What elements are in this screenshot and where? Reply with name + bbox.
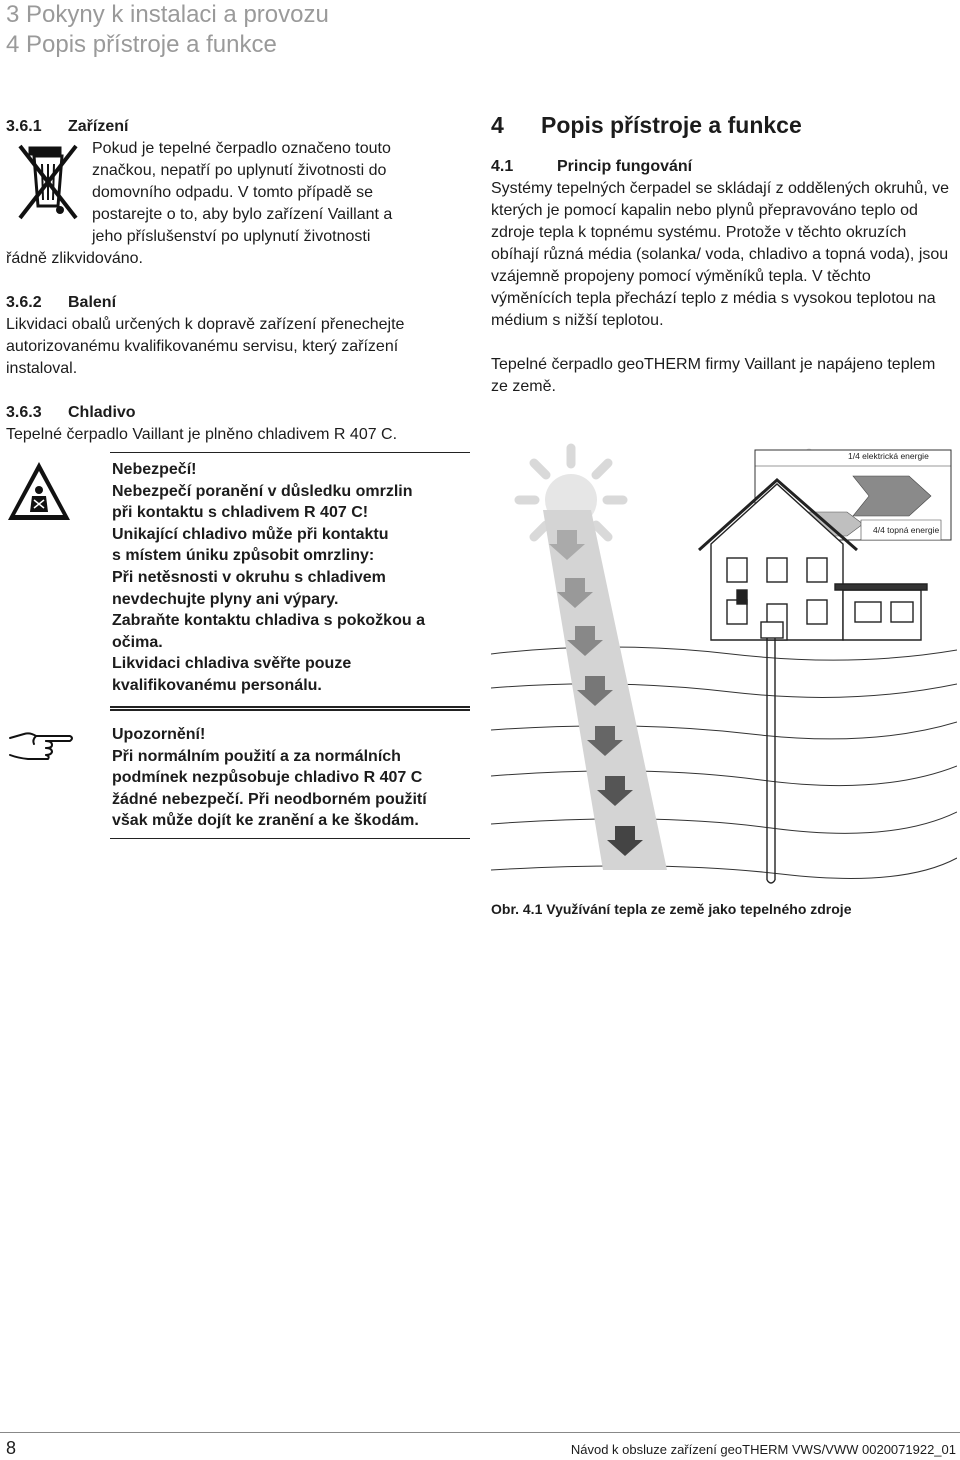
section-3-6-1-text-tail: řádně zlikvidováno.	[6, 250, 143, 267]
note-heading: Upozornění!	[112, 726, 206, 743]
ground-layers	[491, 647, 957, 878]
danger-notice: Nebezpečí! Nebezpečí poranění v důsledku omrzlin při kontaktu s chladivem R 407 C! Unikající chladivo může při kontaktu s místem úniku způsobit omrzliny: Při netěsnosti v okruhu s chladivem nevdechujte plyny ani výpary. Zabraňte kontaktu chladiva s pokožkou a očima. Likvidaci chladiva svěřte pouze kvalifikovanému personálu.	[110, 452, 470, 708]
section-3-6-3-heading: 3.6.3 Chladivo	[6, 404, 136, 421]
note-top-rule	[110, 709, 470, 711]
warning-triangle-icon	[6, 460, 72, 522]
left-column	[6, 116, 470, 446]
label-heating-energy: 4/4 topná energie	[873, 525, 940, 535]
pointing-hand-icon	[6, 728, 76, 762]
page-number: 8	[6, 1438, 17, 1458]
section-3-6-3-text: Tepelné čerpadlo Vaillant je plněno chladivem R 407 C.	[6, 426, 398, 443]
section-4-heading: 4 Popis přístroje a funkce	[491, 112, 802, 138]
section-3-6-2-text: Likvidaci obalů určených k dopravě zařízení přenechejte autorizovanému kvalifikovanému servisu, který zařízení instaloval.	[6, 316, 405, 377]
footer-rule	[0, 1432, 960, 1433]
section-3-6-2-heading: 3.6.2 Balení	[6, 294, 117, 311]
section-4-1-para-1: Systémy tepelných čerpadel se skládají z oddělených okruhů, ve kterých je pomocí kapalin nebo plynů přepravováno teplo od zdroje tepla k topnému systému. Protože v těchto okruzích obíhají různá média (solanka/ voda, chladivo a topná voda), jsou vzájemně propojeny pomocí výměníků tepla. V těchto výměnících tepla přechází teplo z média s vysokou teplotou na médium s nižší teplotou.	[491, 180, 950, 329]
running-header	[6, 0, 329, 60]
section-4-1-para-2: Tepelné čerpadlo geoTHERM firmy Vaillant je napájeno teplem ze země.	[491, 356, 936, 395]
note-notice: Upozornění! Při normálním použití a za normálních podmínek nezpůsobuje chladivo R 407 C žádné nebezpečí. Při neodborném použití však může dojít ke zranění a ke škodám.	[110, 720, 470, 839]
section-3-6-1-text: Pokud je tepelné čerpadlo označeno touto značkou, nepatří po uplynutí životnosti do domovního odpadu. V tomto případě se postarejte o to, aby bylo zařízení Vaillant a jeho příslušenství po uplynutí životnosti	[92, 140, 393, 245]
footer-text: Návod k obsluze zařízení geoTHERM VWS/VWW 0020071922_01	[570, 1442, 956, 1457]
geothermal-figure	[491, 440, 957, 890]
header-line-2: 4 Popis přístroje a funkce	[6, 31, 277, 58]
ground-probe	[761, 622, 783, 883]
right-column	[491, 110, 955, 398]
figure-caption: Obr. 4.1 Využívání tepla ze země jako tepelného zdroje	[491, 901, 852, 917]
section-4-1-heading: 4.1 Princip fungování	[491, 158, 693, 175]
label-electric-energy: 1/4 elektrická energie	[848, 451, 929, 461]
section-3-6-1-heading: 3.6.1 Zařízení	[6, 118, 129, 135]
header-line-1: 3 Pokyny k instalaci a provozu	[6, 1, 329, 28]
danger-heading: Nebezpečí!	[112, 461, 197, 478]
